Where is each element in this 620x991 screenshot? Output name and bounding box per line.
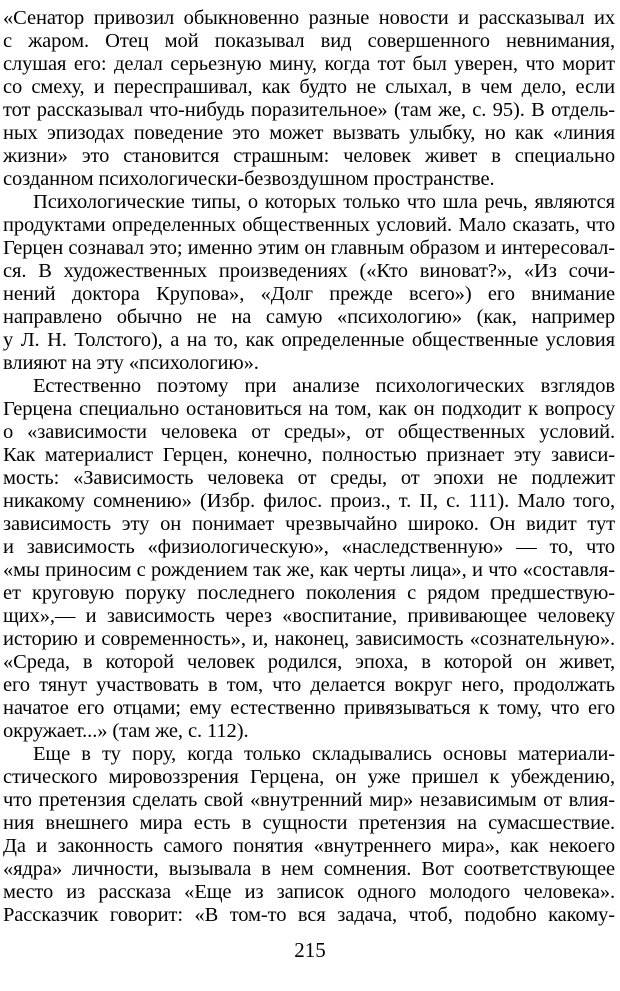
text-line: Да и законность самого понятия «внутреннего мира», как некоего — [3, 835, 615, 857]
text-line: историю и современность», и, наконец, зависимость «сознательную». — [3, 628, 615, 650]
text-line: место из рассказа «Еще из записок одного молодого человека». — [3, 881, 615, 903]
text-line: Психологические типы, о которых только что шла речь, являются — [33, 191, 615, 213]
text-line: о «зависимости человека от среды», от общественных условий. — [3, 421, 615, 443]
text-line: с жаром. Отец мой показывал вид совершенного невнимания, — [3, 30, 615, 52]
text-line: со смеху, и переспрашивал, как будто не слыхал, в чем дело, если — [3, 76, 615, 98]
text-line: и зависимость «физиологическую», «наследственную» — то, что — [3, 536, 615, 558]
text-line: жизни» это становится страшным: человек живет в специально — [3, 145, 615, 167]
text-line: «ядра» личности, вызывала в нем сомнения. Вот соответствующее — [3, 858, 615, 880]
text-line: направлено обычно не на самую «психологию» (как, например — [3, 306, 615, 328]
text-line: что претензия сделать свой «внутренний мир» независимым от влия- — [3, 789, 615, 811]
text-line: нений доктора Крупова», «Долг прежде всего») его внимание — [3, 283, 615, 305]
text-line: мость: «Зависимость человека от среды, от эпохи не подлежит — [3, 467, 615, 489]
text-line: никакому сомнению» (Избр. филос. произ., т. II, с. 111). Мало того, — [3, 490, 615, 512]
text-line: Естественно поэтому при анализе психологических взглядов — [33, 375, 615, 397]
text-line: ния внешнего мира есть в сущности претензия на сумасшествие. — [3, 812, 615, 834]
text-line: ет круговую поруку последнего поколения с рядом предшествую- — [3, 582, 615, 604]
text-line: его тянут участвовать в том, что делается вокруг него, продолжать — [3, 674, 615, 696]
text-line: ся. В художественных произведениях («Кто виноват?», «Из сочи- — [3, 260, 615, 282]
text-line: Герцен сознавал это; именно этим он главным образом и интересовал- — [3, 237, 615, 259]
text-line: продуктами определенных общественных условий. Мало сказать, что — [3, 214, 615, 236]
text-line: Еще в ту пору, когда только складывались основы материали- — [33, 743, 615, 765]
text-line: «Среда, в которой человек родился, эпоха, в которой он живет, — [3, 651, 615, 673]
text-line: тот рассказывал что-нибудь поразительное» (там же, с. 95). В отдель- — [3, 99, 615, 121]
text-line: «мы приносим с рождением так же, как черты лица», и что «составля- — [3, 559, 615, 581]
text-line: щих»,— и зависимость через «воспитание, прививающее человеку — [3, 605, 615, 627]
text-line: Герцена специально остановиться на том, как он подходит к вопросу — [3, 398, 615, 420]
text-line: влияют на эту «психологию». — [3, 352, 259, 374]
text-line: зависимость эту он понимает чрезвычайно широко. Он видит тут — [3, 513, 615, 535]
text-line: созданном психологически-безвоздушном пространстве. — [3, 168, 495, 190]
text-line: «Сенатор привозил обыкновенно разные новости и рассказывал их — [3, 7, 615, 29]
page-number: 215 — [294, 938, 326, 962]
text-line: начатое его отцами; ему естественно привязываться к тому, что его — [3, 697, 615, 719]
text-line: окружает...» (там же, с. 112). — [3, 720, 249, 742]
text-line: Как материалист Герцен, конечно, полностью признает эту зависи- — [3, 444, 615, 466]
text-line: стического мировоззрения Герцена, он уже пришел к убеждению, — [3, 766, 615, 788]
text-line: слушая его: делал серьезную мину, когда тот был уверен, что морит — [3, 53, 615, 75]
text-line: ных эпизодах поведение это может вызвать улыбку, но как «линия — [3, 122, 615, 144]
text-line: у Л. Н. Толстого), а на то, как определенные общественные условия — [3, 329, 615, 351]
text-line: Рассказчик говорит: «В том-то вся задача, чтоб, подобно какому- — [3, 904, 615, 926]
